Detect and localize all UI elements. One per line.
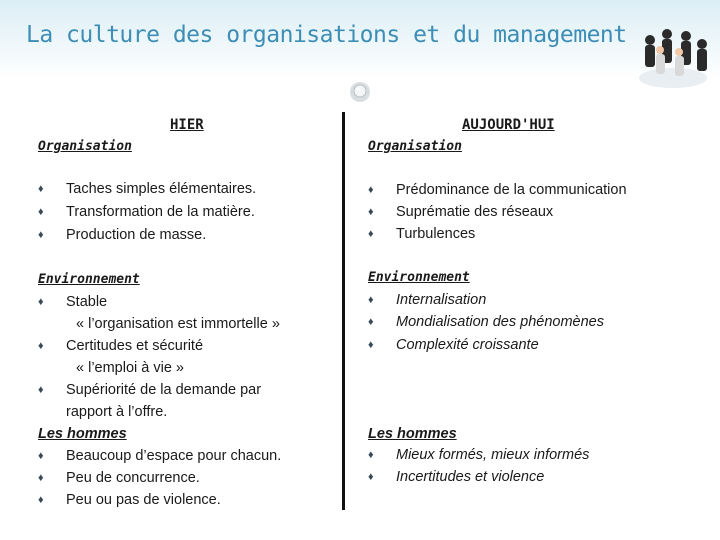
bullet-icon: ♦ bbox=[38, 494, 44, 506]
bullet-icon: ♦ bbox=[368, 184, 374, 196]
left-heading: HIER bbox=[170, 117, 204, 133]
right-men-item: Mieux formés, mieux informés bbox=[396, 447, 590, 463]
bullet-icon: ♦ bbox=[368, 339, 374, 351]
right-env-label: Environnement bbox=[368, 270, 470, 285]
right-env-item: Mondialisation des phénomènes bbox=[396, 314, 604, 330]
left-org-label: Organisation bbox=[38, 139, 132, 154]
left-env-line: Stable bbox=[66, 294, 108, 310]
bullet-icon: ♦ bbox=[368, 316, 374, 328]
left-men-item: Peu ou pas de violence. bbox=[66, 492, 221, 508]
left-env-line: « l’emploi à vie » bbox=[76, 360, 184, 376]
left-men-item: Beaucoup d’espace pour chacun. bbox=[66, 448, 282, 464]
pushpin-icon bbox=[348, 80, 372, 104]
bullet-icon: ♦ bbox=[368, 228, 374, 240]
left-org-item: Transformation de la matière. bbox=[66, 204, 255, 220]
bullet-icon: ♦ bbox=[38, 296, 44, 308]
right-org-label: Organisation bbox=[368, 139, 462, 154]
left-env-line: rapport à l’offre. bbox=[66, 404, 168, 420]
bullet-icon: ♦ bbox=[38, 229, 44, 241]
bullet-icon: ♦ bbox=[368, 471, 374, 483]
column-divider bbox=[342, 112, 345, 510]
bullet-icon: ♦ bbox=[368, 206, 374, 218]
left-env-line: Certitudes et sécurité bbox=[66, 338, 204, 354]
left-org-item: Production de masse. bbox=[66, 227, 207, 243]
right-org-item: Prédominance de la communication bbox=[396, 182, 627, 198]
left-env-line: Supériorité de la demande par bbox=[66, 382, 262, 398]
right-men-item: Incertitudes et violence bbox=[396, 469, 545, 485]
left-men-item: Peu de concurrence. bbox=[66, 470, 200, 486]
left-org-item: Taches simples élémentaires. bbox=[66, 181, 257, 197]
right-org-item: Suprématie des réseaux bbox=[396, 204, 554, 220]
bullet-icon: ♦ bbox=[38, 206, 44, 218]
bullet-icon: ♦ bbox=[38, 183, 44, 195]
bullet-icon: ♦ bbox=[38, 340, 44, 352]
bullet-icon: ♦ bbox=[38, 384, 44, 396]
left-env-label: Environnement bbox=[38, 272, 140, 287]
bullet-icon: ♦ bbox=[368, 294, 374, 306]
right-env-item: Internalisation bbox=[396, 292, 487, 308]
bullet-icon: ♦ bbox=[368, 449, 374, 461]
left-men-label: Les hommes bbox=[38, 426, 127, 442]
slide-title: La culture des organisations et du management bbox=[26, 22, 627, 48]
right-env-item: Complexité croissante bbox=[396, 337, 539, 353]
left-env-line: « l’organisation est immortelle » bbox=[76, 316, 280, 332]
bullet-icon: ♦ bbox=[38, 450, 44, 462]
team-photo bbox=[630, 20, 716, 94]
right-heading: AUJOURD'HUI bbox=[462, 117, 555, 133]
bullet-icon: ♦ bbox=[38, 472, 44, 484]
right-org-item: Turbulences bbox=[396, 226, 476, 242]
right-men-label: Les hommes bbox=[368, 426, 457, 442]
